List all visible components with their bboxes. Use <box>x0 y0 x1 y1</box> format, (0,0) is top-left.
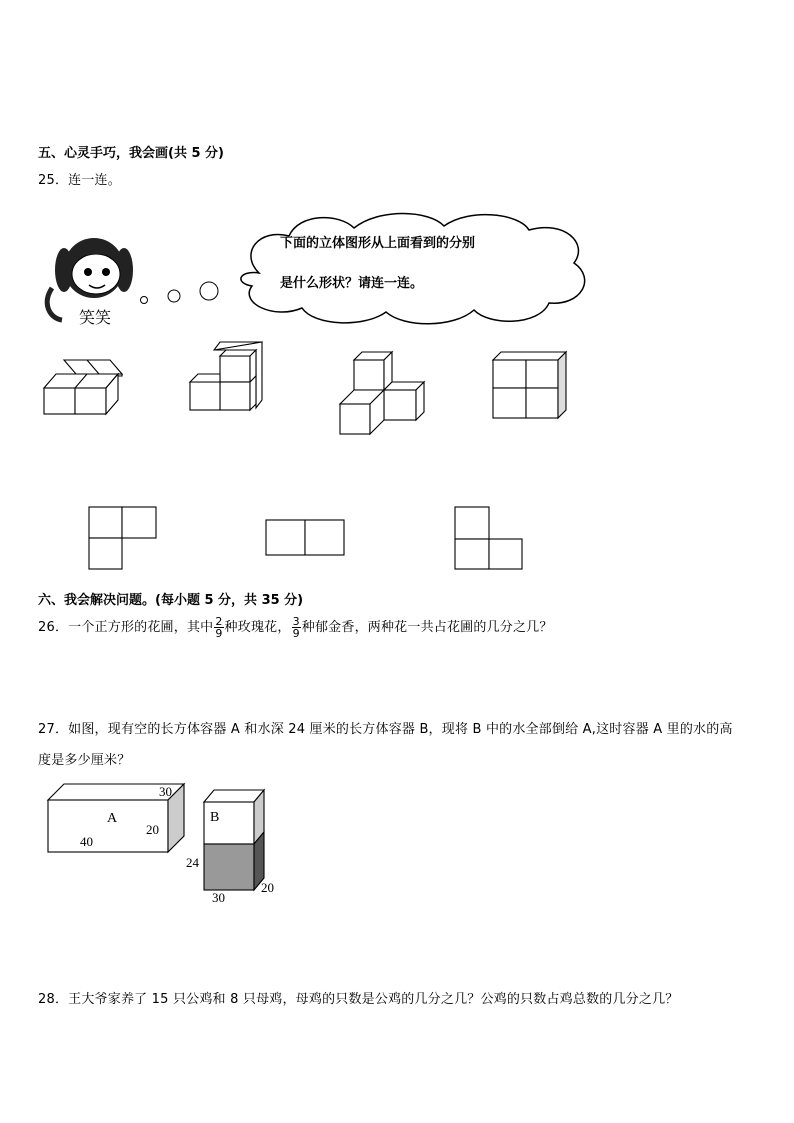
container-a-length: 40 <box>80 834 93 849</box>
container-b-length: 30 <box>212 890 225 905</box>
solid-figure-3 <box>340 352 424 434</box>
solid-figure-2 <box>190 342 262 410</box>
fraction-2-9: $\frac{2}{9}$ <box>215 615 223 640</box>
container-b-water-depth: 24 <box>186 855 199 870</box>
question-25: 25．连一连。 <box>38 173 121 188</box>
question-27-line-1: 27．如图，现有空的长方体容器 A 和水深 24 厘米的长方体容器 B，现将 B 中的水全部倒给 A,这时容器 A 里的水的高 <box>38 722 733 737</box>
question-26 <box>38 616 553 639</box>
top-view-shapes <box>80 500 530 575</box>
solid-figure-1 <box>44 360 122 414</box>
small-bubble <box>141 297 148 304</box>
containers-figure <box>44 780 289 910</box>
q26-prefix: 26．一个正方形的花圃，其中 <box>38 620 214 635</box>
question-28: 28．王大爷家养了 15 只公鸡和 8 只母鸡，母鸡的只数是公鸡的几分之几？公鸡的只数占鸡总数的几分之几？ <box>38 992 679 1007</box>
top-view-3 <box>455 507 522 569</box>
q26-suffix: 种郁金香，两种花一共占花圃的几分之几？ <box>301 620 553 635</box>
medium-bubble <box>168 290 180 302</box>
container-b-label: B <box>210 810 220 825</box>
girl-icon <box>47 238 133 320</box>
container-a-width: 30 <box>159 784 172 799</box>
section-5-heading: 五、心灵手巧，我会画(共 5 分) <box>38 146 224 161</box>
thought-cloud <box>241 214 585 324</box>
container-a-height: 20 <box>146 822 159 837</box>
container-b <box>204 790 264 890</box>
q26-mid: 种玫瑰花， <box>224 620 291 635</box>
bubble-line-2: 是什么形状？请连一连。 <box>280 276 424 291</box>
top-view-1 <box>89 507 156 569</box>
solid-figure-4 <box>493 352 566 418</box>
character-name: 笑笑 <box>79 310 112 327</box>
fraction-3-9: $\frac{3}{9}$ <box>292 615 300 640</box>
thought-bubble-illustration <box>34 208 594 328</box>
solid-figures <box>40 338 580 440</box>
question-27-line-2: 度是多少厘米？ <box>38 753 131 768</box>
top-view-2 <box>266 520 344 555</box>
section-6-heading: 六、我会解决问题。(每小题 5 分，共 35 分) <box>38 593 304 608</box>
bubble-line-1: 下面的立体图形从上面看到的分别 <box>280 236 476 251</box>
large-bubble <box>200 282 218 300</box>
container-b-width: 20 <box>261 880 274 895</box>
container-a-label: A <box>107 811 118 826</box>
